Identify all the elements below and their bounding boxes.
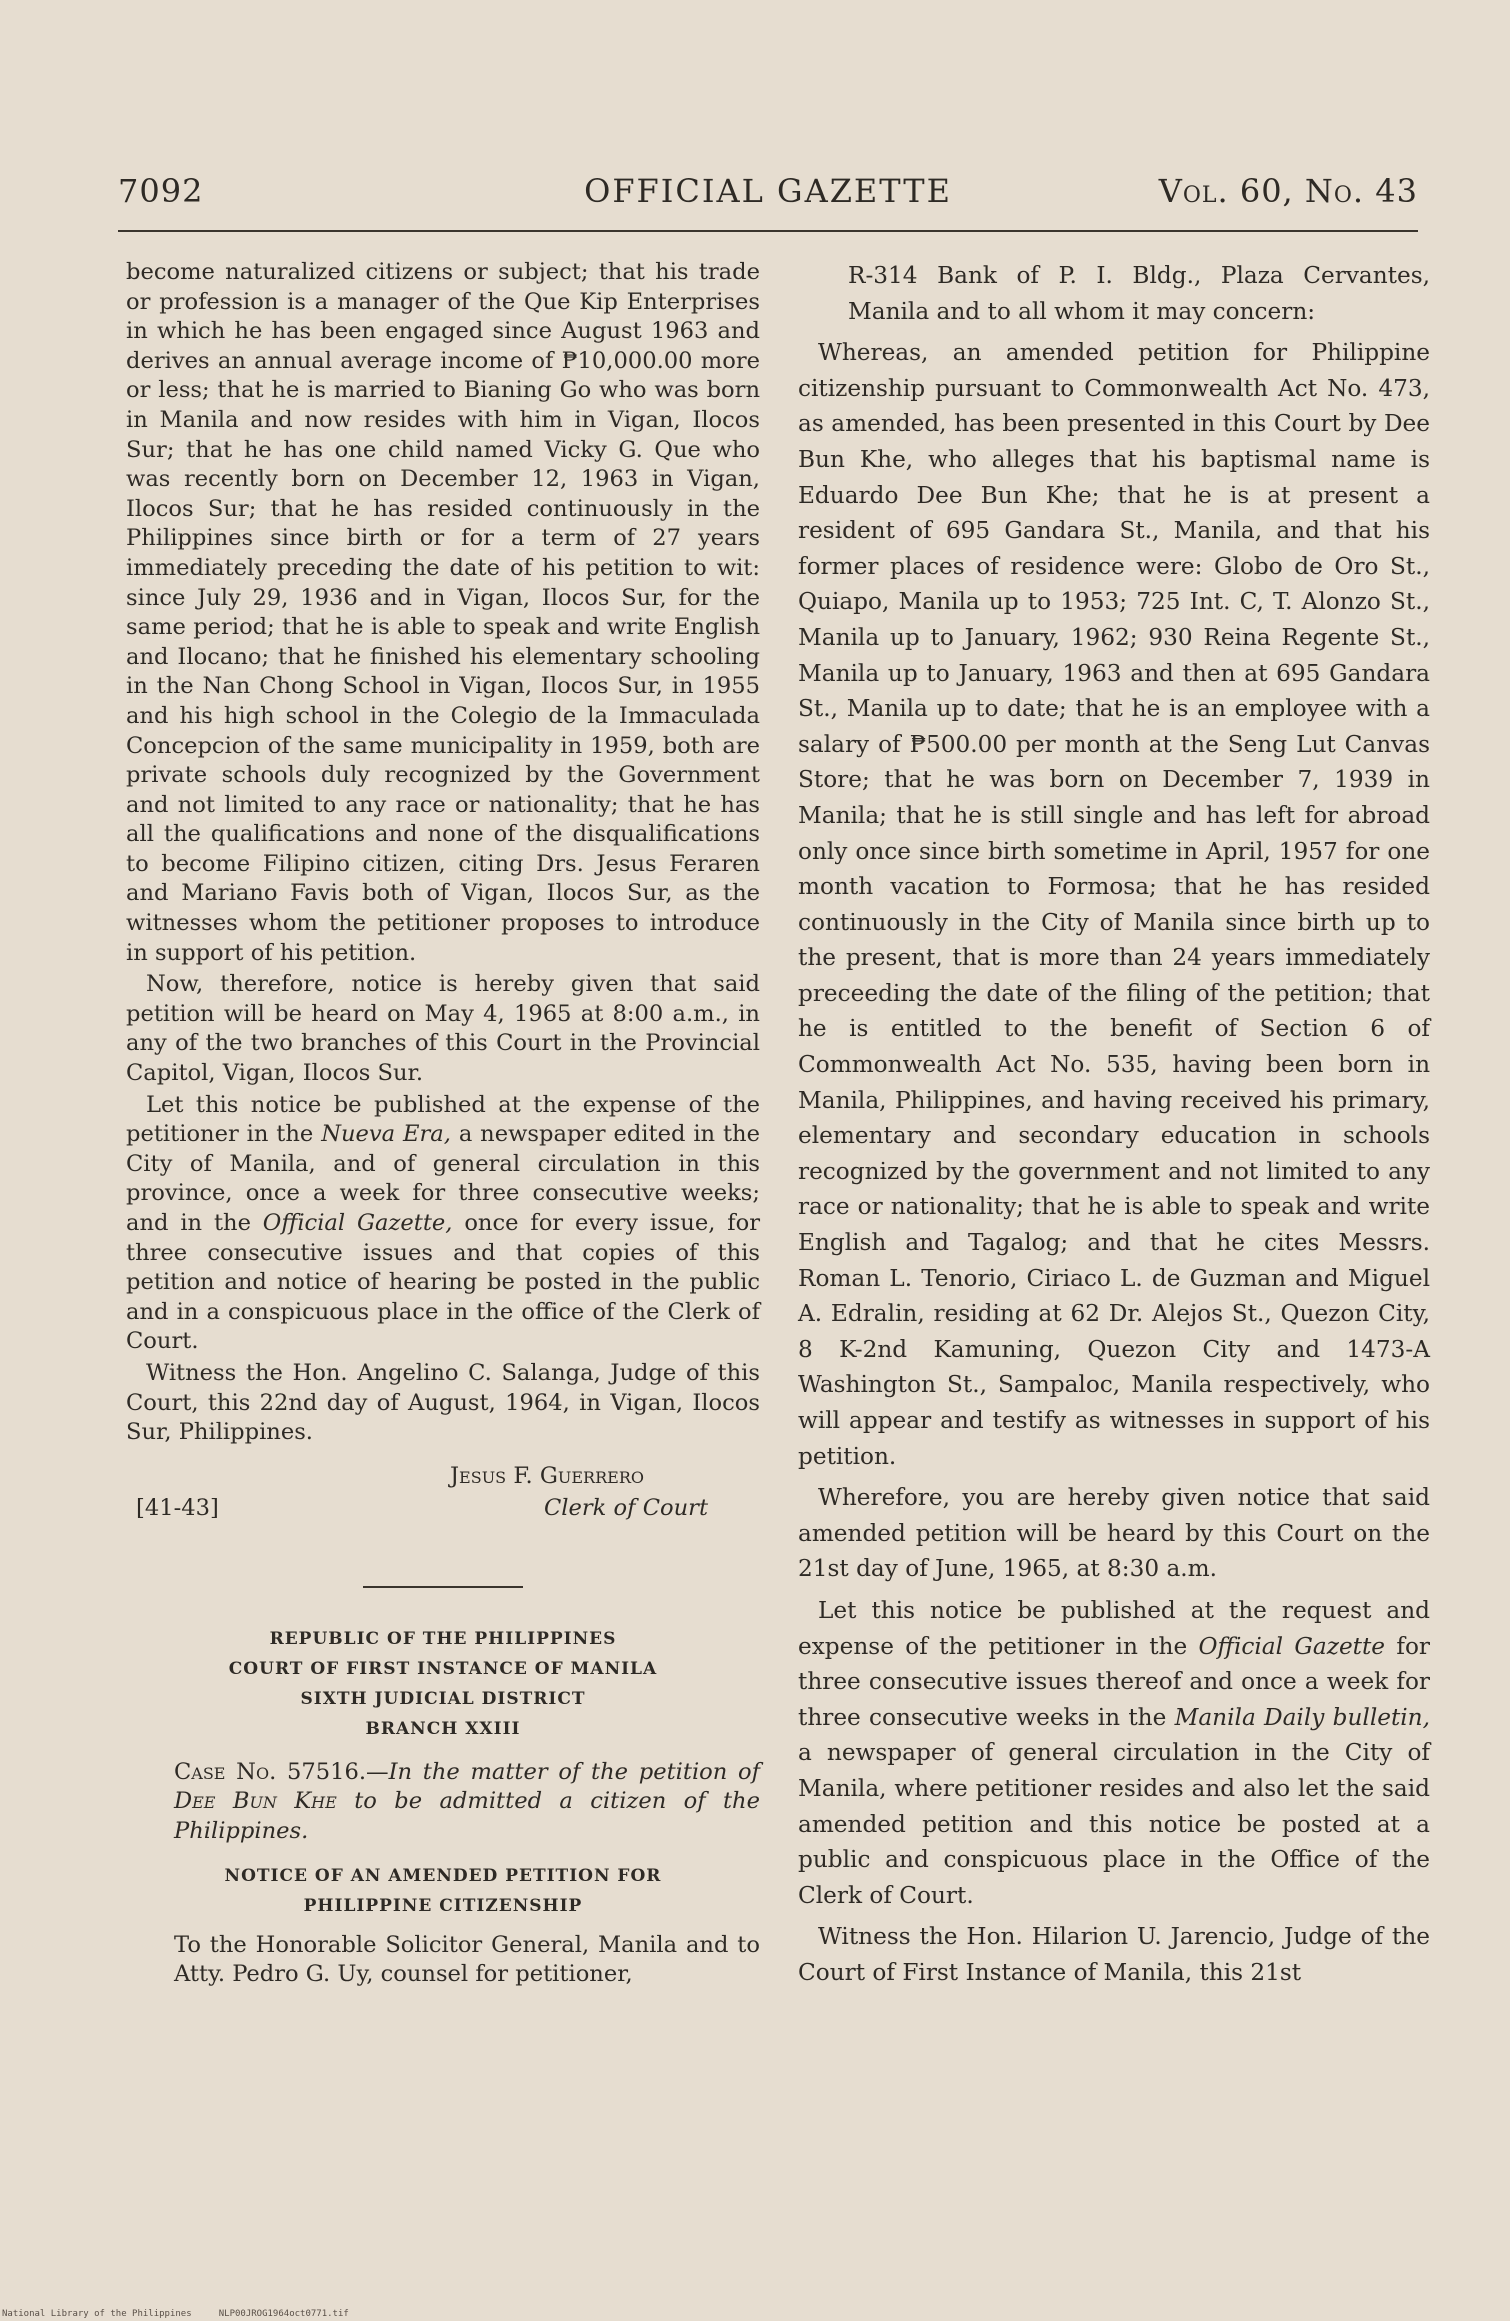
text-run: Let this notice be published at the request and expense of the petitioner in the (798, 1596, 1430, 1660)
gazette-name: Official Gazette (1198, 1632, 1386, 1660)
right-column (798, 258, 1430, 1991)
text-run: a newspaper of general circulation in the City of Manila, where petitioner resides and also let the said amended petition and this notice be posted at a public and conspicuous place in the Office of the Clerk of Court. (798, 1739, 1430, 1909)
notice-title-line: NOTICE OF AN AMENDED PETITION FOR (224, 1865, 662, 1886)
case-heading (126, 1758, 760, 1847)
text-run: for three consecutive issues thereof and once a week for three consecutive weeks in the (798, 1632, 1430, 1731)
section-divider (363, 1586, 523, 1588)
paragraph: Wherefore, you are hereby given notice that said amended petition will be heard by this Court on the 21st day of June, 1965, at 8:30 a.m. (798, 1484, 1430, 1583)
paragraph (126, 1091, 760, 1357)
header-rule (118, 230, 1418, 232)
paragraph (798, 1593, 1430, 1913)
paragraph: become naturalized citizens or subject; that his trade or profession is a manager of the Que Kip Enterprises in which he has been engaged since August 1963 and derives an annual average income of ₱10,000.00 more or less; that he is married to Bianing Go who was born in Manila and now resides with him in Vigan, Ilocos Sur; that he has one child named Vicky G. Que who was recently born on December 12, 1963 in Vigan, Ilocos Sur; that he has resided continuously in the Philippines since birth or for a term of 27 years immediately preceding the date of his petition to wit: since July 29, 1936 and in Vigan, Ilocos Sur, for the same period; that he is able to speak and write English and Ilocano; that he finished his elementary schooling in the Nan Chong School in Vigan, Ilocos Sur, in 1955 and his high school in the Colegio de la Immaculada Concepcion of the same municipality in 1959, both are private schools duly recognized by the Government and not limited to any race or nationality; that he has all the qualifications and none of the disqualifications to become Filipino citizen, citing Drs. Jesus Feraren and Mariano Favis both of Vigan, Ilocos Sur, as the witnesses whom the petitioner proposes to introduce in support of his petition. (126, 259, 760, 966)
text-run: once for every issue, for three consecutive issues and that copies of this petition and notice of hearing be posted in the public and in a conspicuous place in the office of the Clerk of Court. (126, 1210, 760, 1355)
page-header (118, 172, 1418, 222)
paragraph: Witness the Hon. Hilarion U. Jarencio, Judge of the Court of First Instance of Manila, this 21st (798, 1923, 1430, 1986)
paragraph: Now, therefore, notice is hereby given that said petition will be heard on May 4, 1965 at 8:00 a.m., in any of the two branches of this Court in the Provincial Capitol, Vigan, Ilocos Sur. (126, 971, 760, 1087)
court-caption (126, 1624, 760, 1744)
issue-reference: [41-43] (136, 1494, 219, 1521)
text-run: In the matter of the petition of (388, 1758, 760, 1785)
left-column (126, 258, 760, 1990)
caption-line: REPUBLIC OF THE PHILIPPINES (269, 1628, 617, 1649)
caption-line: BRANCH XXIII (365, 1718, 521, 1739)
text-run: a newspaper edited in the City of Manila, and of general circulation in this province, once a week for three consecutive weeks; and in the (126, 1121, 760, 1236)
petitioner-name: Dee Bun Khe (174, 1788, 337, 1815)
addressee: To the Honorable Solicitor General, Manila and to Atty. Pedro G. Uy, counsel for petitioner, (174, 1931, 760, 1988)
newspaper-name: Nueva Era, (321, 1121, 451, 1148)
text-run: to be admitted a citizen of the Philippines. (174, 1788, 760, 1844)
signatory-name: Jesus F. Guerrero (450, 1462, 644, 1489)
notice-title (126, 1861, 760, 1921)
page-number: 7092 (118, 172, 204, 210)
text-run: Let this notice be published at the expense of the petitioner in the (126, 1091, 760, 1148)
footer-source: National Library of the Philippines (2, 2309, 192, 2319)
newspaper-name: Manila Daily bulletin, (1174, 1703, 1430, 1731)
caption-line: COURT OF FIRST INSTANCE OF MANILA (228, 1658, 658, 1679)
gazette-name: Official Gazette, (262, 1210, 453, 1236)
volume-number: Vol. 60, No. 43 (1158, 172, 1418, 210)
case-number: Case No. 57516.— (174, 1758, 389, 1785)
signature-block (126, 1462, 760, 1528)
paragraph: Witness the Hon. Angelino C. Salanga, Judge of this Court, this 22nd day of August, 1964, in Vigan, Ilocos Sur, Philippines. (126, 1359, 760, 1446)
publication-title: OFFICIAL GAZETTE (584, 172, 952, 210)
scan-footer (2, 2309, 349, 2319)
notice-title-line: PHILIPPINE CITIZENSHIP (303, 1895, 583, 1916)
addressee-continued: R-314 Bank of P. I. Bldg., Plaza Cervantes, Manila and to all whom it may concern: (848, 262, 1430, 325)
signatory-title: Clerk of Court (544, 1494, 709, 1521)
caption-line: SIXTH JUDICIAL DISTRICT (300, 1688, 586, 1709)
paragraph: Whereas, an amended petition for Philippine citizenship pursuant to Commonwealth Act No. 473, as amended, has been presented in this Court by Dee Bun Khe, who alleges that his baptismal name is Eduardo Dee Bun Khe; that he is at present a resident of 695 Gandara St., Manila, and that his former places of residence were: Globo de Oro St., Quiapo, Manila up to 1953; 725 Int. C, T. Alonzo St., Manila up to January, 1962; 930 Reina Regente St., Manila up to January, 1963 and then at 695 Gandara St., Manila up to date; that he is an employee with a salary of ₱500.00 per month at the Seng Lut Canvas Store; that he was born on December 7, 1939 in Manila; that he is still single and has left for abroad only once since birth sometime in April, 1957 for one month vacation to Formosa; that he has resided continuously in the City of Manila since birth up to the present, that is more than 24 years immediately preceeding the date of the filing of the petition; that he is entitled to the benefit of Section 6 of Commonwealth Act No. 535, having been born in Manila, Philippines, and having received his primary, elementary and secondary education in schools recognized by the government and not limited to any race or nationality; that he is able to speak and write English and Tagalog; and that he cites Messrs. Roman L. Tenorio, Ciriaco L. de Guzman and Miguel A. Edralin, residing at 62 Dr. Alejos St., Quezon City, 8 K-2nd Kamuning, Quezon City and 1473-A Washington St., Sampaloc, Manila respectively, who will appear and testify as witnesses in support of his petition. (798, 339, 1430, 1470)
footer-file: NLP00JROG1964oct0771.tif (218, 2309, 349, 2319)
